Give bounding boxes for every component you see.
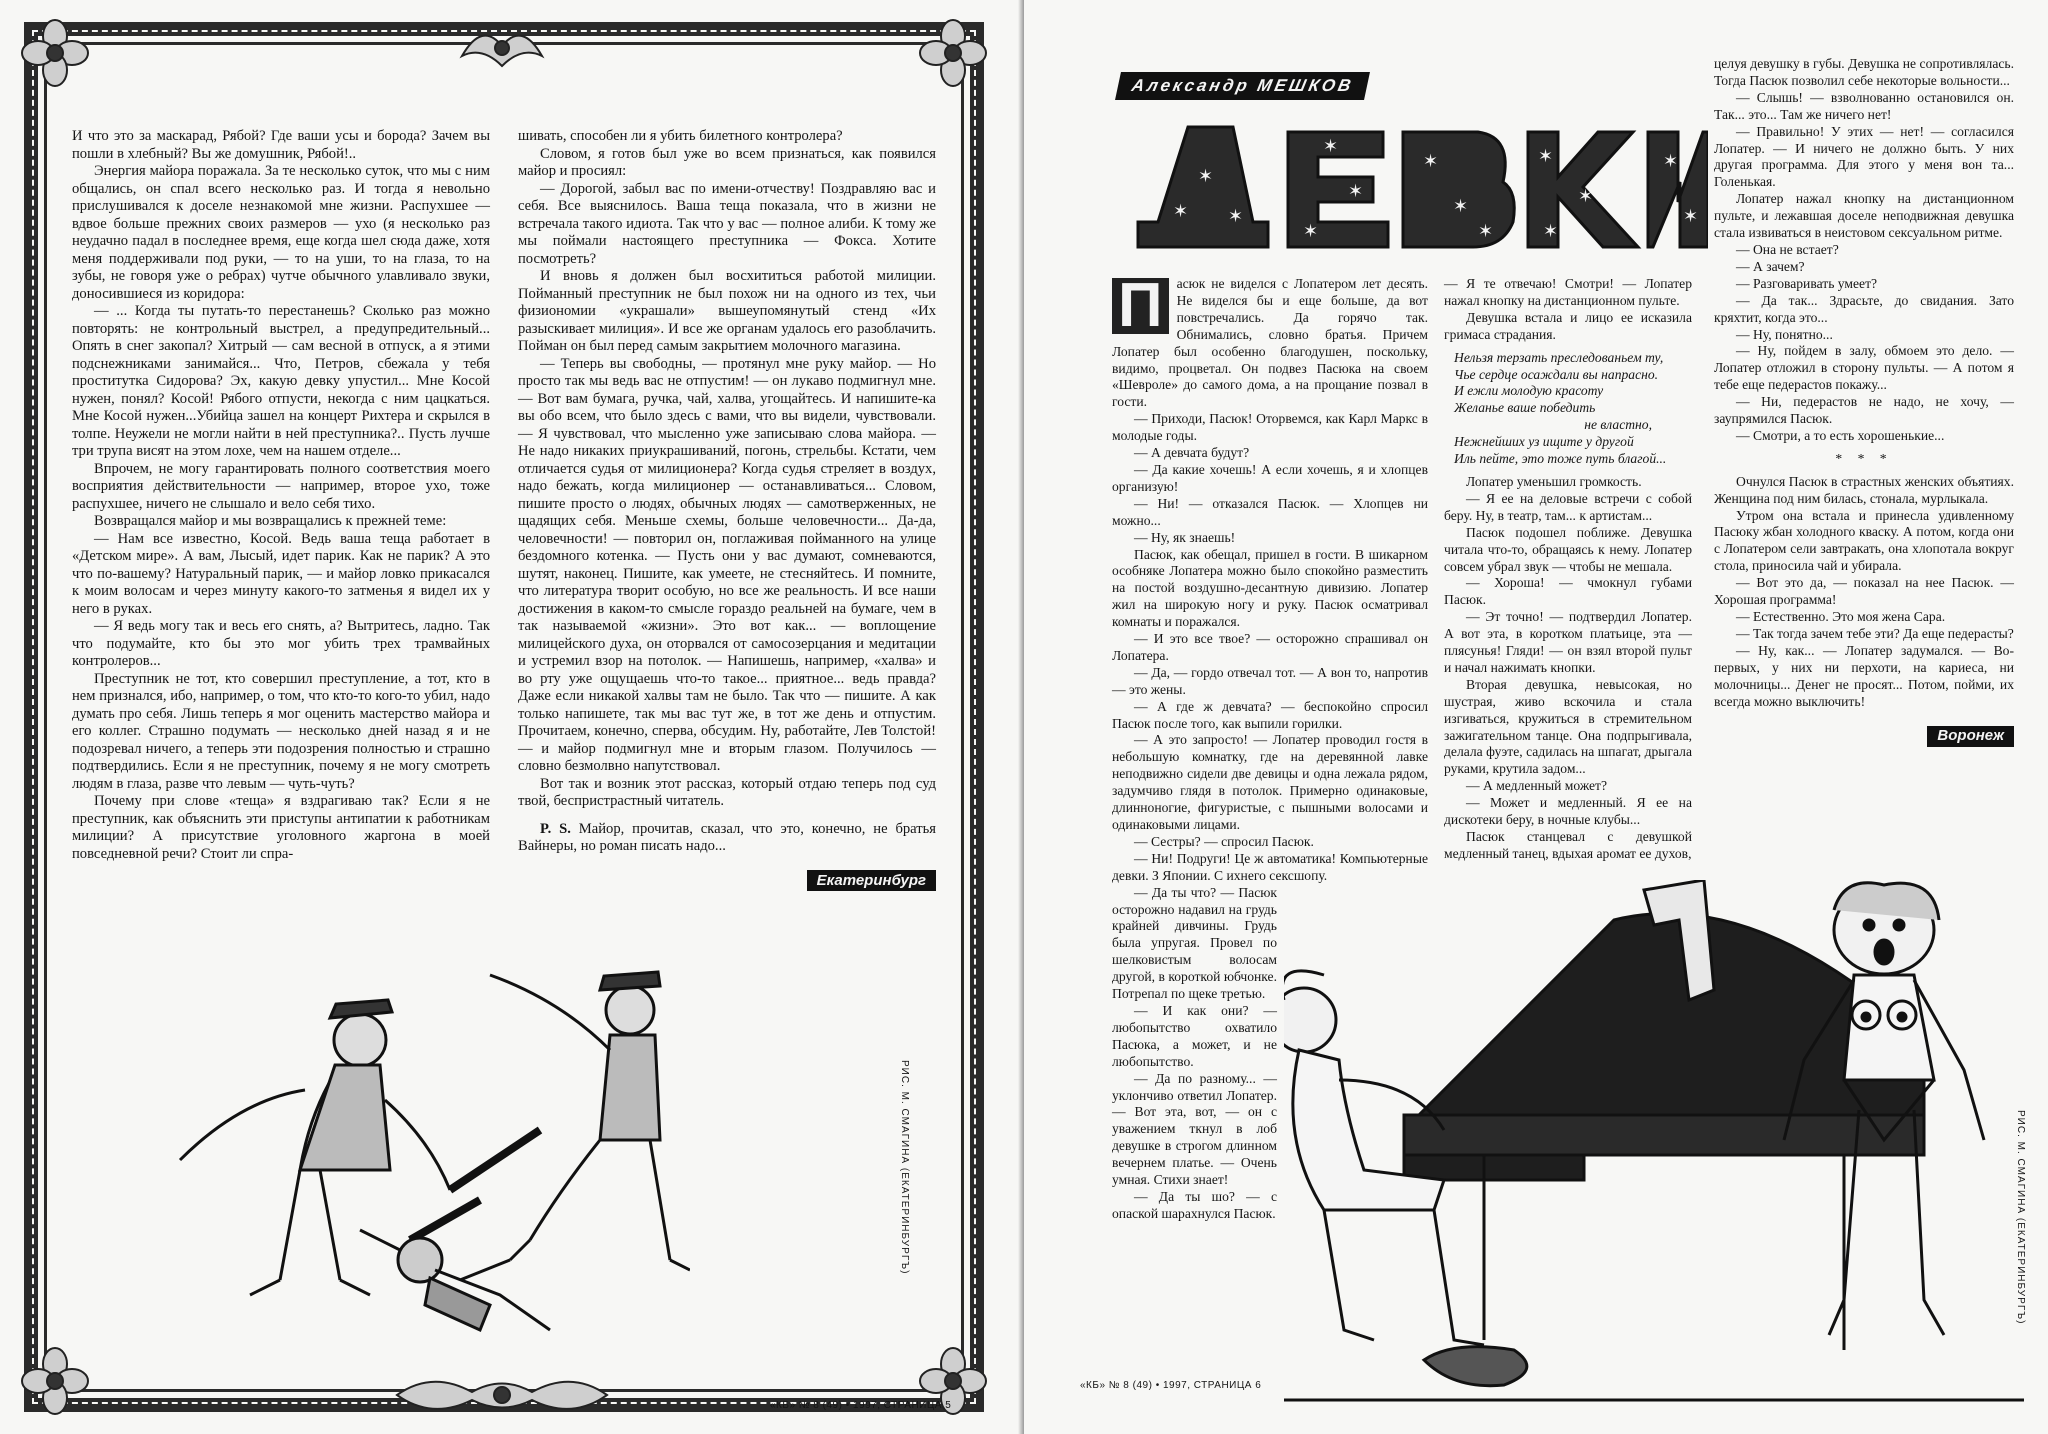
paragraph: — Разговаривать умеет? (1736, 275, 1878, 291)
right-column-3 (1714, 56, 2014, 747)
verse-line: Нельзя терзать преследованьем ту, (1454, 349, 1664, 365)
flower-ornament-icon (20, 1346, 90, 1416)
paragraph: — И это все твое? — осторожно спрашивал он Лопатера. (1112, 631, 1428, 663)
paragraph: Утром она встала и принесла удивленному Пасюку жбан холодного кваску. А потом, когда они с Лопатером сели завтракать, она хлопотала вокруг стола, приносила чай и убирала. (1714, 507, 2014, 574)
svg-text:✶: ✶ (1348, 181, 1364, 202)
ps-text: Майор, прочитав, сказал, что это, конечно, не братья Вайнеры, но роман писать надо... (518, 820, 937, 854)
paragraph: — Естественно. Это моя жена Сара. (1736, 609, 1946, 624)
paragraph: — Ну, как... — Лопатер задумался. — Во-первых, у них ни перхоти, на кариеса, ни молочницы... Денег не просят... Потом, пойми, их всегда можно выключить! (1714, 642, 2014, 709)
illustration-credit: РИС. М. СМАГИНА (ЕКАТЕРИНБУРГЪ) (2015, 1110, 2026, 1325)
author-banner: Александр МЕШКОВ (1115, 72, 1370, 100)
paragraph: Возвращался майор и мы возвращались к прежней теме: (94, 513, 447, 529)
svg-text:✶: ✶ (1423, 151, 1439, 172)
paragraph: — ... Когда ты путать-то перестанешь? Сколько раз можно повторять: не контрольный выстрел, а предупредительный... Опять в снег закопал? Хитрый — сам весной в отпуск, а я этими подснежниками занимайся... Что, Петров, сбежала у тебя проститутка Сидорова? Эх, какую девку упустил... Мне Косой нужен, понял? Косой! Рябого отпусти, некогда с ним цацкаться. Мне Косой нужен...Убийца зашел на концерт Рихтера и скрылся в толпе. Неужели не могли найти в ней преступника?.. Пусть лучше три трупа висят на этом лохе, чем на нашем отделе... (72, 303, 490, 459)
paragraph: Пасюк подошел поближе. Девушка читала что-то, обращаясь к нему. Лопатер совсем убрал звук — чтобы не мешала. (1444, 524, 1692, 574)
paragraph: — Хороша! — чмокнул губами Пасюк. (1444, 575, 1692, 608)
title-lettering (1118, 112, 1708, 262)
verse (1454, 350, 1692, 468)
verse-line: Желанье ваше победить (1454, 400, 1596, 416)
city-tag-wrap (1714, 726, 2014, 747)
paragraph: Преступник не тот, кто совершил преступление, а тот, кто в нем признался, ибо, например, о том, что кто-то кого-то убил, надо думать про себя. Лишь теперь я мог оценить мастерство майора и его коллег. Страшно подумать — несколько дней назад я и не подозревал ничего, а теперь эти подозрения полностью и страшно подтвердились. Если я не преступник, почему я не могу смотреть людям в глаза, разве что левым — чуть-чуть? (72, 670, 490, 792)
svg-text:✶: ✶ (1663, 151, 1679, 172)
section-break: * * * (1835, 450, 1893, 466)
flower-ornament-icon (392, 1370, 612, 1420)
paragraph: — А девчата будут? (1134, 445, 1250, 461)
paragraph: — Эт точно! — подтвердил Лопатер. А вот эта, в коротком платьице, эта — плясунья! Гляди! — он взял второй пульт и начал нажимать кнопки. (1444, 609, 1692, 675)
paragraph: — А это запросто! — Лопатер проводил гостя в небольшую комнатку, где на деревянной лавке неподвижно сидели две девицы и одна лежала рядом, задумчиво глядя в потолок. Примерно одинаковые, длинноногие, фигуристые, с пышными волосами и одинаковыми лицами. (1112, 732, 1428, 832)
flower-ornament-icon (20, 18, 90, 88)
paragraph: — Может и медленный. Я ее на дискотеки беру, в ночные клубы... (1444, 795, 1692, 828)
paragraph: Вторая девушка, невысокая, но шустрая, живо вскочила и стала изгиваться, кружиться в стремительном зажигательном танце. Она подпрыгивала, делала фуэте, садилась на шпагат, дрыгала руками, крутила задом... (1444, 676, 1692, 777)
page-footer: «КБ» № 8 (49) • 1997, СТРАНИЦА 6 (1080, 1380, 1262, 1391)
title-star-icon: ✶ (1323, 136, 1339, 157)
paragraph: — И как они? — любопытство охватило Пасюка, а может, и не любопытство. (1112, 1002, 1277, 1069)
paragraph: П асюк не виделся с Лопатером лет десять. Не виделся бы и еще больше, да вот повстречались. Да горячо так. Обнимались, словно братья. Причем Лопатер был особенно благодушен, поскольку, видимо, процветал. Он подвез Пасюка на своем «Шевроле» до самого дома, а на прощание позвал в гости. (1112, 271, 1428, 410)
paragraph: — Она не встает? (1736, 241, 1839, 257)
paragraph: — Ну, понятно... (1736, 326, 1833, 342)
paragraph: — Слышь! — взволнованно остановился он. Так... это... Там же ничего нет! (1714, 89, 2014, 122)
drop-cap: П (1112, 278, 1169, 334)
postscript (518, 821, 936, 856)
svg-text:✶: ✶ (1538, 146, 1554, 167)
illustration-credit: РИС. М. СМАГИНА (ЕКАТЕРИНБУРГЪ) (899, 1060, 910, 1275)
flower-ornament-icon (918, 18, 988, 88)
paragraph: Словом, я готов был уже во всем признаться, как появился майор и просиял: (518, 145, 936, 179)
left-column-1 (72, 128, 490, 863)
paragraph: — Да, — гордо отвечал тот. — А вон то, напротив — это жены. (1112, 664, 1428, 697)
svg-text:✶: ✶ (1228, 206, 1244, 227)
paragraph: — А медленный может? (1466, 778, 1608, 794)
title-star-icon: ✶ (1198, 166, 1214, 187)
paragraph: — Так тогда зачем тебе эти? Да еще педерасты? (1736, 625, 2014, 641)
paragraph: — Да по разному... — уклончиво ответил Лопатер. — Вот эта, вот, — он с уважением ткнул в лоб девушке в строгом длинном вечернем платье. — Очень умная. Стихи знает! (1112, 1070, 1277, 1188)
paragraph: Очнулся Пасюк в страстных женских объятиях. Женщина под ним билась, стонала, мурлыкала. (1714, 473, 2014, 506)
right-page (1024, 0, 2048, 1434)
svg-text:✶: ✶ (1578, 186, 1594, 207)
paragraph: — Правильно! У этих — нет! — согласился Лопатер. — И ничего не должно быть. У них другая программа. Для этого у меня вон та... Голенькая. (1714, 123, 2014, 190)
paragraph: шивать, способен ли я убить билетного контролера? (518, 128, 843, 144)
svg-text:✶: ✶ (1173, 201, 1189, 222)
paragraph: — Да так... Здрасьте, до свидания. Зато кряхтит, когда это... (1714, 292, 2014, 325)
paragraph: Лопатер уменьшил громкость. (1466, 473, 1642, 489)
ps-label: P. S. (540, 820, 571, 837)
city-tag-wrap (518, 870, 936, 892)
paragraph: — Сестры? — спросил Пасюк. (1134, 833, 1314, 849)
paragraph: — Теперь вы свободны, — протянул мне руку майор. — Но просто так мы ведь вас не отпустим! — он лукаво подмигнул мне. — Вот вам бумага, ручка, чай, халва, угощайтесь. И напишите-ка вы обо всем, что было здесь с вами, что вы видели, чувствовали. — Я чувствовал, что мысленно уже записываю слова майора. — Не надо никаких приукрашиваний, погонь, стрельбы. Кстати, чем отличается судья от милиционера? Когда судья стреляет в воздух, надо бежать, когда милиционер — останавливаться... Словом, пишите просто о людях, обычных людях — самотверженных, не щадящих себя. Меньше схемы, больше человечности... Да-да, человечности! — повторил он, поглаживая пойманного на улице бездомного котенка. — Пусть они у вас думают, сомневаются, шутят, наконец. Пишите, как умеете, не стесняйтесь. И помните, что литература творит особую, но все же реальность. И все наши достижения в каком-то смысле гораздо реальней на бумаге, чем в так называемой «жизни». Это вот как... — воплощение милицейского духа, он оторвался от самосозерцания и медитации и устремил взор на потолок. — Напишешь, например, «халва» и во рту уже ощущаешь что-то такое... приятное... ведь правда? Даже если никакой халвы там не было. Так что — пишите. А как только напишете, так мы вас тут же, в тот же день и отпустим. Прочитаем, конечно, сперва, обсудим. Ну, работайте, Лев Толстой! — и майор подмигнул мне и вторым глазом. Получилось — словно безмолвно напутствовал. (518, 355, 936, 774)
paragraph: — Я те отвечаю! Смотри! — Лопатер нажал кнопку на дистанционном пульте. (1444, 276, 1692, 308)
verse-line: И ежли молодую красоту (1454, 383, 1604, 399)
paragraph: Девушка встала и лицо ее исказила гримаса страдания. (1444, 309, 1692, 342)
paragraph: — Ни! — отказался Пасюк. — Хлопцев ни можно... (1112, 495, 1428, 528)
verse-line: Нежнейших уз ищите у другой (1454, 434, 1634, 450)
left-column-2 (518, 128, 936, 891)
paragraph: — Да какие хочешь! А если хочешь, я и хлопцев организую! (1112, 461, 1428, 494)
paragraph: И что это за маскарад, Рябой? Где ваши усы и борода? Зачем вы пошли в хлебный? Вы же домушник, Рябой!.. (72, 128, 490, 162)
flower-ornament-icon (452, 16, 552, 76)
paragraph: Лопатер нажал кнопку на дистанционном пульте, и лежавшая доселе неподвижная девушка стала извиваться в неистовом сексуальном ритме. (1714, 191, 2014, 241)
paragraph: — Я ее на деловые встречи с собой беру. Ну, в театр, там... к артистам... (1444, 490, 1692, 523)
svg-text:✶: ✶ (1478, 221, 1494, 242)
paragraph: Пасюк, как обещал, пришел в гости. В шикарном особняке Лопатера можно было спокойно разместить на постой воздушно-десантную дивизию. Лопатер жил на широкую ногу и руку. Пасюк осматривал комнаты и поражался. (1112, 546, 1428, 630)
svg-text:✶: ✶ (1543, 221, 1559, 242)
guards-illustration (130, 960, 690, 1350)
verse-line: Чье сердце осаждали вы напрасно. (1454, 366, 1659, 382)
paragraph: — Да ты что? — Пасюк осторожно надавил на грудь крайней дивчины. Грудь была упругая. Провел по шелковистым волосам другой, в короткой юбчонке. Потрепал по щеке третью. (1112, 884, 1277, 1002)
svg-text:✶: ✶ (1303, 221, 1319, 242)
paragraph: целуя девушку в губы. Девушка не сопротивлялась. Тогда Пасюк позволил себе некоторые вольности... (1714, 56, 2014, 88)
paragraph: — Смотри, а то есть хорошенькие... (1736, 427, 1945, 443)
paragraph: — Дорогой, забыл вас по имени-отчеству! Поздравляю вас и себя. Все выяснилось. Ваша теща показала, что в жизни не встречала такого идиота. Так что у вас — полное алиби. К тому же мы поймали настоящего преступника — Фокса. Хотите посмотреть? (518, 180, 936, 267)
paragraph: — Да ты шо? — с опаской шарахнулся Пасюк. (1112, 1188, 1277, 1221)
paragraph: Почему при слове «теща» я вздрагиваю так? Если я не преступник, как объяснить эти приступы антипатии к работникам милиции? А присутствие уголовного жаргона в моей повседневной речи? Стоит ли спра- (72, 793, 490, 862)
paragraph: Энергия майора поражала. За те несколько суток, что мы с ним общались, он спал всего несколько раз. И тогда я невольно прислушивался к доселе незнакомой мне жизни. Распухшее — вдвое больше прежних своих размеров — ухо (я несколько раз неудачно падал в последнее время, еще когда шел сюда даже, хотя меня поддерживали под руки, — то на уши, то на глаза, то на зубы, не говоря уже о ребрах) чутче обычного улавливало звуки, доносившиеся из коридора: (72, 163, 490, 302)
paragraph: — Я ведь могу так и весь его снять, а? Вытритесь, ладно. Так что подумайте, кто бы это мог убить трех трамвайных контролеров... (72, 618, 490, 669)
svg-text:✶: ✶ (1453, 196, 1469, 217)
paragraph: — Ну, пойдем в залу, обмоем это дело. — Лопатер отложил в сторону пульты. — А потом я тебе еще педерастов покажу... (1714, 343, 2014, 393)
city-tag: Воронеж (1927, 726, 2014, 747)
paragraph: — Нам все известно, Косой. Ведь ваша теща работает в «Детском мире». А вам, Лысый, идет парик. Как не парик? А это что по-вашему? Натуральный парик, — и майор ловко прикасался к моим волосам и через минуту какого-то затменья я видел их у него в руках. (72, 530, 490, 617)
paragraph: — А где ж девчата? — беспокойно спросил Пасюк после того, как выпили горилки. (1112, 698, 1428, 731)
svg-text:✶: ✶ (1683, 206, 1699, 227)
city-tag: Екатеринбург (807, 870, 936, 892)
paragraph: Вот так и возник этот рассказ, который отдаю теперь под суд твой, беспристрастный читатель. (518, 775, 936, 809)
paragraph: — А зачем? (1736, 258, 1805, 274)
paragraph: — Вот это да, — показал на нее Пасюк. — Хорошая программа! (1714, 575, 2014, 608)
paragraph: Пасюк станцевал с девушкой медленный танец, вдыхая аромат ее духов, (1444, 829, 1692, 861)
paragraph: — Ни, педерастов не надо, не хочу, — заупрямился Пасюк. (1714, 394, 2014, 427)
piano-illustration (1284, 880, 2024, 1420)
paragraph: — Приходи, Пасюк! Оторвемся, как Карл Маркс в молодые годы. (1112, 411, 1428, 444)
right-column-2 (1444, 276, 1692, 863)
paragraph: — Ни! Подруги! Це ж автоматика! Компьютерные девки. З Японии. С ихнего сексшопу. (1112, 850, 1428, 883)
page-footer: «КБ» № 8 (49) • 1997, СТРАНИЦА 5 (770, 1400, 952, 1411)
paragraph: — Ну, як знаешь! (1134, 529, 1236, 545)
verse-line: не властно, (1584, 417, 1652, 433)
verse-line: Иль пейте, это тоже путь благой... (1454, 451, 1667, 467)
paragraph: И вновь я должен был восхититься работой милиции. Пойманный преступник не был похож ни на одного из тех, чьи физиономии «украшали» вышеупомянутый стенд «Их разыскивает милиция». И все же органам удалось его разоблачить. Пойман он был перед самым закрытием молочного магазина. (518, 268, 936, 354)
paragraph: Впрочем, не могу гарантировать полного соответствия моего восприятия действительности — например, второе ухо, тоже распухшее, ничего не слышало и вело себя тихо. (72, 460, 490, 512)
